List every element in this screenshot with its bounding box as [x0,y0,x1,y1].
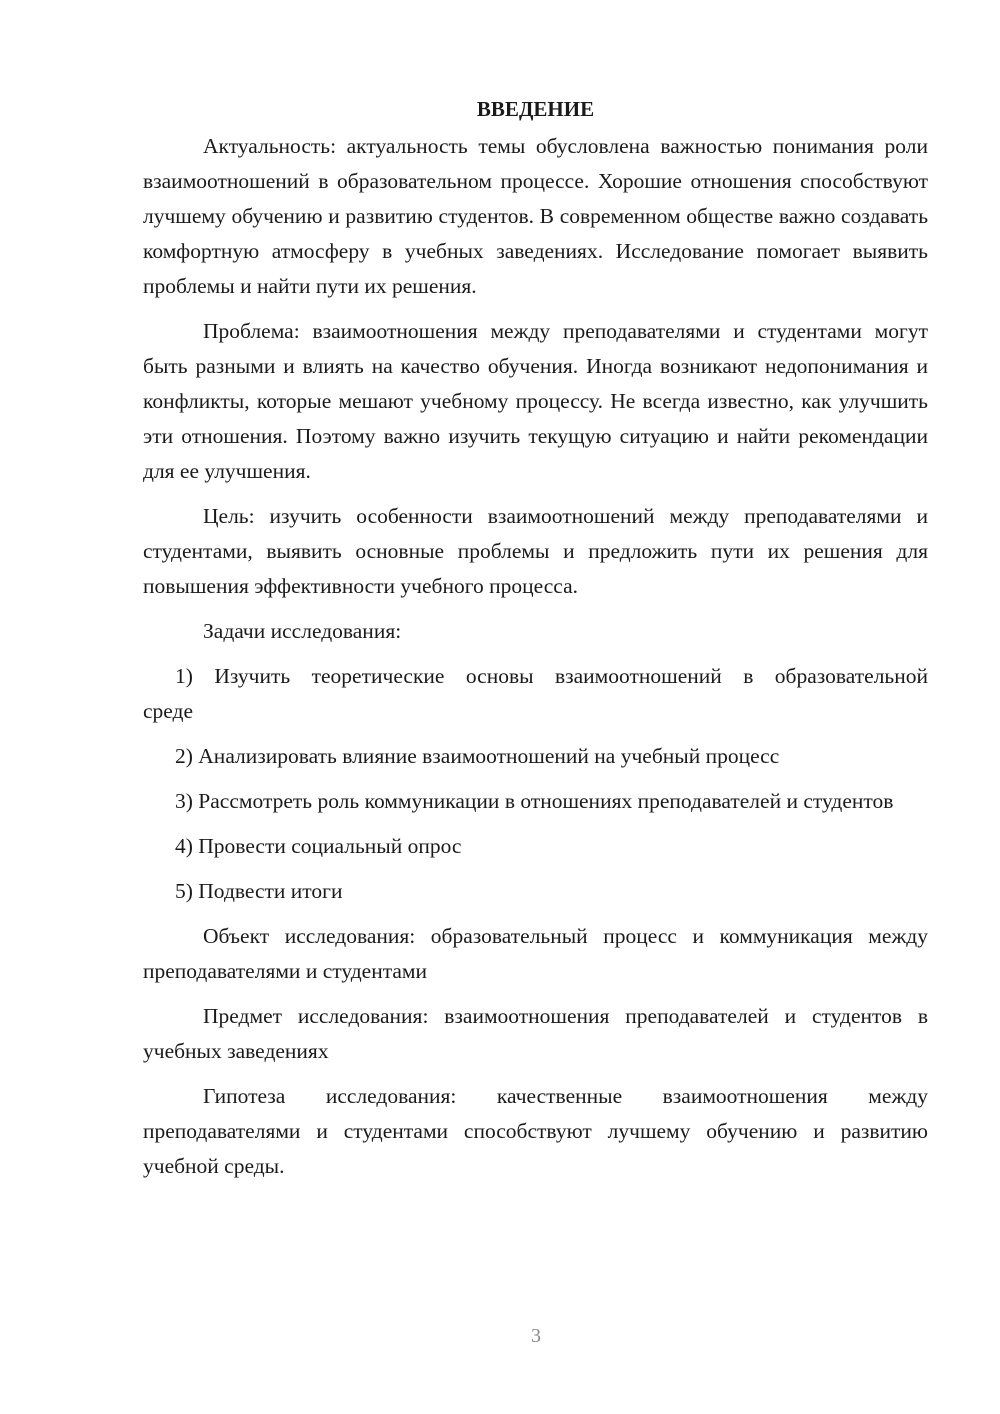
problem-paragraph: Проблема: взаимоотношения между преподавателями и студентами могут быть разными и влиять на качество обучения. Иногда возникают недопонимания и конфликты, которые мешают учебному процессу. Не всегда известно, как улучшить эти отношения. Поэтому важно изучить текущую ситуацию и найти рекомендации для ее улучшения. [143,319,928,483]
document-page [143,92,928,1184]
goal-paragraph: Цель: изучить особенности взаимоотношений между преподавателями и студентами, выявить основные проблемы и предложить пути их решения для повышения эффективности учебного процесса. [143,504,928,598]
task-item-5: 5) Подвести итоги [175,879,343,903]
page-number: 3 [531,1325,541,1347]
task-item-2: 2) Анализировать влияние взаимоотношений на учебный процесс [175,744,780,768]
task-item-3: 3) Рассмотреть роль коммуникации в отношениях преподавателей и студентов [175,789,894,813]
relevance-paragraph: Актуальность: актуальность темы обусловлена важностью понимания роли взаимоотношений в образовательном процессе. Хорошие отношения способствуют лучшему обучению и развитию студентов. В современном обществе важно создавать комфортную атмосферу в учебных заведениях. Исследование помогает выявить проблемы и найти пути их решения. [143,134,928,298]
task-item-4: 4) Провести социальный опрос [175,834,462,858]
task-item-1: 1) Изучить теоретические основы взаимоотношений в образовательной среде [143,664,928,723]
hypothesis-paragraph: Гипотеза исследования: качественные взаимоотношения между преподавателями и студентами способствуют лучшему обучению и развитию учебной среды. [143,1084,928,1178]
tasks-heading: Задачи исследования: [203,619,402,643]
page-title: ВВЕДЕНИЕ [476,97,595,121]
subject-paragraph: Предмет исследования: взаимоотношения преподавателей и студентов в учебных заведениях [143,1004,928,1063]
object-paragraph: Объект исследования: образовательный процесс и коммуникация между преподавателями и студентами [143,924,928,983]
